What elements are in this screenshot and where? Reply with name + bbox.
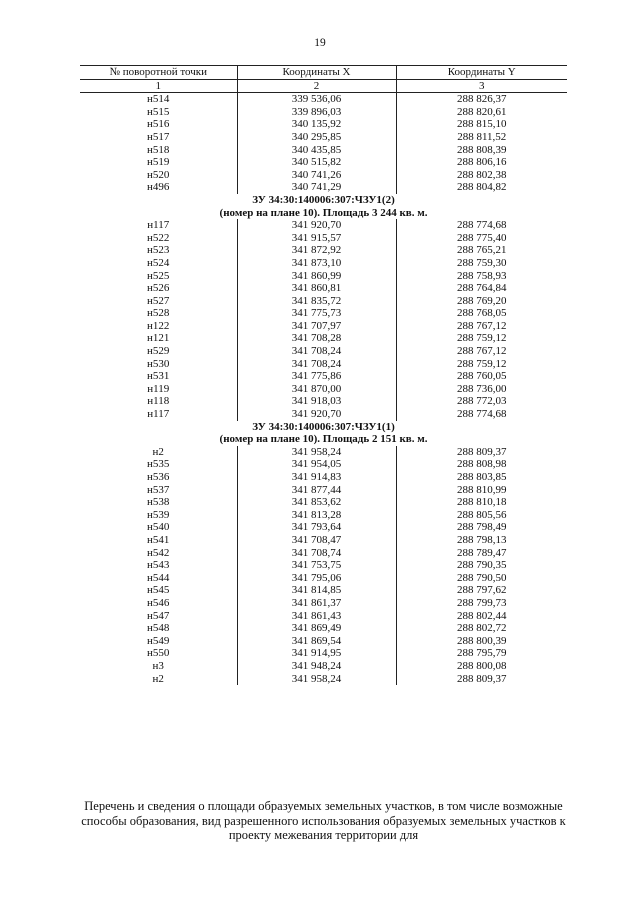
coordinate-y-cell: 288 804,82: [457, 181, 507, 194]
coordinate-x-cell: 341 814,85: [237, 584, 396, 597]
point-number-cell: н529: [147, 345, 170, 358]
point-number-cell: н536: [147, 471, 170, 483]
coordinate-y-cell: 288 797,62: [457, 584, 507, 597]
table-row: [80, 408, 567, 421]
coordinate-x-cell: 341 708,28: [237, 332, 396, 345]
point-number-cell: н540: [147, 521, 170, 534]
table-row: [80, 547, 567, 560]
point-number-cell: н545: [147, 584, 170, 597]
table-row: [80, 131, 567, 144]
table-row: [80, 93, 567, 106]
coordinate-y-cell: 288 798,49: [457, 521, 507, 534]
coordinate-x-cell: 341 853,62: [237, 496, 396, 509]
table-row: [80, 118, 567, 131]
table-row: [80, 584, 567, 597]
coordinate-x-cell: 340 741,29: [237, 181, 396, 194]
table-row: [80, 572, 567, 585]
coordinate-x-cell: 341 869,49: [237, 622, 396, 635]
point-number-cell: н539: [147, 508, 170, 521]
coordinate-y-cell: 288 775,40: [457, 231, 507, 244]
point-number-cell: н548: [147, 622, 170, 635]
coordinate-x-cell: 341 948,24: [237, 660, 396, 673]
point-number-cell: н546: [147, 596, 170, 609]
coordinate-y-cell: 288 808,39: [457, 143, 507, 156]
coordinate-y-cell: 288 803,85: [457, 471, 507, 483]
coordinate-y-cell: 288 765,21: [457, 244, 507, 257]
point-number-cell: н524: [147, 256, 170, 269]
point-number-cell: н121: [147, 332, 170, 345]
coordinate-x-cell: 341 708,47: [237, 534, 396, 547]
coordinate-x-cell: 340 741,26: [237, 169, 396, 182]
coordinate-x-cell: 341 914,83: [237, 471, 396, 484]
header-point-number: № поворотной точки: [80, 66, 237, 80]
coordinates-table: [80, 65, 567, 685]
table-row: [80, 169, 567, 182]
table-header-row: [80, 66, 567, 80]
table-row: [80, 484, 567, 497]
coordinate-x-cell: 341 861,37: [237, 597, 396, 610]
table-row: [80, 597, 567, 610]
table-row: [80, 320, 567, 333]
header-coordinate-y: Координаты Y: [396, 66, 567, 80]
coordinate-x-cell: 341 914,95: [237, 647, 396, 660]
point-number-cell: н118: [147, 395, 170, 408]
coordinate-x-cell: 341 793,64: [237, 521, 396, 534]
table-row: [80, 307, 567, 320]
point-number-cell: н518: [147, 143, 170, 156]
coordinate-y-cell: 288 759,12: [457, 332, 507, 345]
coordinate-y-cell: 288 811,52: [457, 130, 507, 143]
point-number-cell: н122: [147, 319, 170, 332]
coordinate-y-cell: 288 795,79: [457, 647, 507, 660]
table-row: [80, 181, 567, 194]
coordinate-x-cell: 340 295,85: [237, 131, 396, 144]
coordinate-y-cell: 288 767,12: [457, 319, 507, 332]
table-row: [80, 270, 567, 283]
table-row: [80, 156, 567, 169]
table-row: [80, 660, 567, 673]
coordinate-x-cell: 339 896,03: [237, 106, 396, 119]
section-heading: ЗУ 34:30:140006:307:ЧЗУ1(1): [252, 420, 395, 433]
coordinate-y-cell: 288 809,37: [457, 672, 507, 685]
coordinate-x-cell: 341 920,70: [237, 408, 396, 421]
coordinate-x-cell: 341 753,75: [237, 559, 396, 572]
coordinate-y-cell: 288 772,03: [457, 395, 507, 408]
coordinate-y-cell: 288 808,98: [457, 458, 507, 471]
coordinate-x-cell: 341 835,72: [237, 295, 396, 308]
coordinate-x-cell: 340 515,82: [237, 156, 396, 169]
table-row: [80, 106, 567, 119]
coordinate-x-cell: 339 536,06: [237, 93, 396, 106]
point-number-cell: н538: [147, 496, 170, 509]
table-row: [80, 332, 567, 345]
point-number-cell: н525: [147, 269, 170, 282]
table-row: [80, 358, 567, 371]
section-heading-row: [80, 194, 567, 207]
coordinate-x-cell: 341 958,24: [237, 673, 396, 686]
point-number-cell: н549: [147, 634, 170, 647]
coordinate-y-cell: 288 798,13: [457, 533, 507, 546]
table-row: [80, 232, 567, 245]
coordinate-x-cell: 341 954,05: [237, 458, 396, 471]
point-number-cell: н519: [147, 156, 170, 169]
coordinate-y-cell: 288 759,30: [457, 256, 507, 269]
coordinate-x-cell: 341 813,28: [237, 509, 396, 522]
point-number-cell: н3: [152, 659, 164, 672]
coordinate-y-cell: 288 802,72: [457, 622, 507, 635]
coordinate-y-cell: 288 736,00: [457, 382, 507, 395]
coordinate-x-cell: 341 708,24: [237, 345, 396, 358]
coordinate-y-cell: 288 789,47: [457, 546, 507, 559]
coordinate-y-cell: 288 768,05: [457, 307, 507, 320]
point-number-cell: н514: [147, 93, 170, 106]
coordinate-x-cell: 340 435,85: [237, 144, 396, 157]
coordinate-y-cell: 288 764,84: [457, 282, 507, 295]
table-row: [80, 534, 567, 547]
coordinate-y-cell: 288 820,61: [457, 105, 507, 118]
coordinate-y-cell: 288 802,44: [457, 609, 507, 622]
point-number-cell: н2: [152, 445, 164, 458]
coordinate-x-cell: 341 877,44: [237, 484, 396, 497]
coordinate-x-cell: 341 860,99: [237, 270, 396, 283]
coordinate-y-cell: 288 769,20: [457, 294, 507, 307]
column-number-3: 3: [396, 79, 567, 93]
table-row: [80, 622, 567, 635]
table-row: [80, 295, 567, 308]
section-heading: (номер на плане 10). Площадь 2 151 кв. м.: [219, 433, 428, 446]
column-number-1: 1: [80, 79, 237, 93]
coordinate-y-cell: 288 810,99: [457, 483, 507, 496]
point-number-cell: н526: [147, 282, 170, 295]
point-number-cell: н535: [147, 458, 170, 471]
coordinate-y-cell: 288 805,56: [457, 508, 507, 521]
coordinate-x-cell: 341 860,81: [237, 282, 396, 295]
point-number-cell: н2: [152, 672, 164, 685]
table-row: [80, 219, 567, 232]
table-row: [80, 395, 567, 408]
coordinate-y-cell: 288 815,10: [457, 118, 507, 131]
coordinate-x-cell: 341 861,43: [237, 610, 396, 623]
coordinate-y-cell: 288 760,05: [457, 370, 507, 383]
coordinate-x-cell: 341 795,06: [237, 572, 396, 585]
point-number-cell: н522: [147, 231, 170, 244]
coordinate-x-cell: 341 915,57: [237, 232, 396, 245]
table-row: [80, 635, 567, 648]
point-number-cell: н550: [147, 647, 170, 660]
table-row: [80, 370, 567, 383]
coordinate-x-cell: 341 920,70: [237, 219, 396, 232]
point-number-cell: н527: [147, 294, 170, 307]
point-number-cell: н117: [147, 219, 170, 232]
coordinate-y-cell: 288 774,68: [457, 219, 507, 232]
point-number-cell: н528: [147, 307, 170, 320]
table-row: [80, 673, 567, 686]
coordinate-y-cell: 288 806,16: [457, 156, 507, 169]
section-heading: (номер на плане 10). Площадь 3 244 кв. м.: [219, 206, 428, 219]
coordinate-y-cell: 288 774,68: [457, 408, 507, 421]
point-number-cell: н531: [147, 370, 170, 383]
table-row: [80, 244, 567, 257]
section-heading-row: [80, 421, 567, 434]
coordinate-x-cell: 341 918,03: [237, 395, 396, 408]
table-row: [80, 282, 567, 295]
coordinate-y-cell: 288 767,12: [457, 345, 507, 358]
section-heading: ЗУ 34:30:140006:307:ЧЗУ1(2): [252, 193, 395, 206]
coordinate-x-cell: 341 775,86: [237, 370, 396, 383]
table-row: [80, 559, 567, 572]
coordinate-y-cell: 288 800,08: [457, 659, 507, 672]
coordinate-x-cell: 340 135,92: [237, 118, 396, 131]
table-row: [80, 458, 567, 471]
point-number-cell: н544: [147, 571, 170, 584]
coordinate-y-cell: 288 799,73: [457, 596, 507, 609]
table-row: [80, 345, 567, 358]
coordinate-y-cell: 288 810,18: [457, 496, 507, 509]
point-number-cell: н541: [147, 533, 170, 546]
coordinate-y-cell: 288 800,39: [457, 634, 507, 647]
point-number-cell: н117: [147, 408, 170, 421]
point-number-cell: н515: [147, 105, 170, 118]
coordinate-x-cell: 341 870,00: [237, 383, 396, 396]
point-number-cell: н537: [147, 483, 170, 496]
point-number-cell: н542: [147, 546, 170, 559]
coordinate-x-cell: 341 708,74: [237, 547, 396, 560]
point-number-cell: н523: [147, 244, 170, 257]
table-row: [80, 257, 567, 270]
table-column-numbers-row: [80, 79, 567, 93]
table-row: [80, 144, 567, 157]
table-row: [80, 383, 567, 396]
table-row: [80, 471, 567, 484]
coordinate-y-cell: 288 826,37: [457, 93, 507, 106]
coordinate-y-cell: 288 790,50: [457, 571, 507, 584]
page-number: 19: [314, 37, 326, 49]
table-body: [80, 93, 567, 685]
point-number-cell: н496: [147, 181, 170, 194]
coordinate-x-cell: 341 707,97: [237, 320, 396, 333]
coordinate-y-cell: 288 758,93: [457, 269, 507, 282]
coordinate-x-cell: 341 958,24: [237, 446, 396, 459]
column-number-2: 2: [237, 79, 396, 93]
coordinate-x-cell: 341 872,92: [237, 244, 396, 257]
coordinate-x-cell: 341 775,73: [237, 307, 396, 320]
coordinate-y-cell: 288 790,35: [457, 559, 507, 572]
table-row: [80, 496, 567, 509]
header-coordinate-x: Координаты X: [237, 66, 396, 80]
coordinate-y-cell: 288 802,38: [457, 168, 507, 181]
coordinate-x-cell: 341 873,10: [237, 257, 396, 270]
point-number-cell: н520: [147, 168, 170, 181]
coordinate-x-cell: 341 708,24: [237, 358, 396, 371]
coordinate-y-cell: 288 759,12: [457, 357, 507, 370]
point-number-cell: н516: [147, 118, 170, 131]
table-row: [80, 610, 567, 623]
point-number-cell: н119: [147, 382, 170, 395]
footer-paragraph: Перечень и сведения о площади образуемых земельных участков, в том числе возможные способы образования, вид разрешенного использования образуемых земельных участков к проекту межевания территории для: [81, 799, 566, 842]
table-row: [80, 446, 567, 459]
section-heading-row: [80, 433, 567, 446]
coordinate-y-cell: 288 809,37: [457, 445, 507, 458]
point-number-cell: н543: [147, 559, 170, 572]
point-number-cell: н530: [147, 357, 170, 370]
point-number-cell: н517: [147, 130, 170, 143]
table-row: [80, 509, 567, 522]
table-row: [80, 521, 567, 534]
section-heading-row: [80, 207, 567, 220]
point-number-cell: н547: [147, 609, 170, 622]
coordinates-table-container: [80, 65, 567, 685]
coordinate-x-cell: 341 869,54: [237, 635, 396, 648]
table-row: [80, 647, 567, 660]
